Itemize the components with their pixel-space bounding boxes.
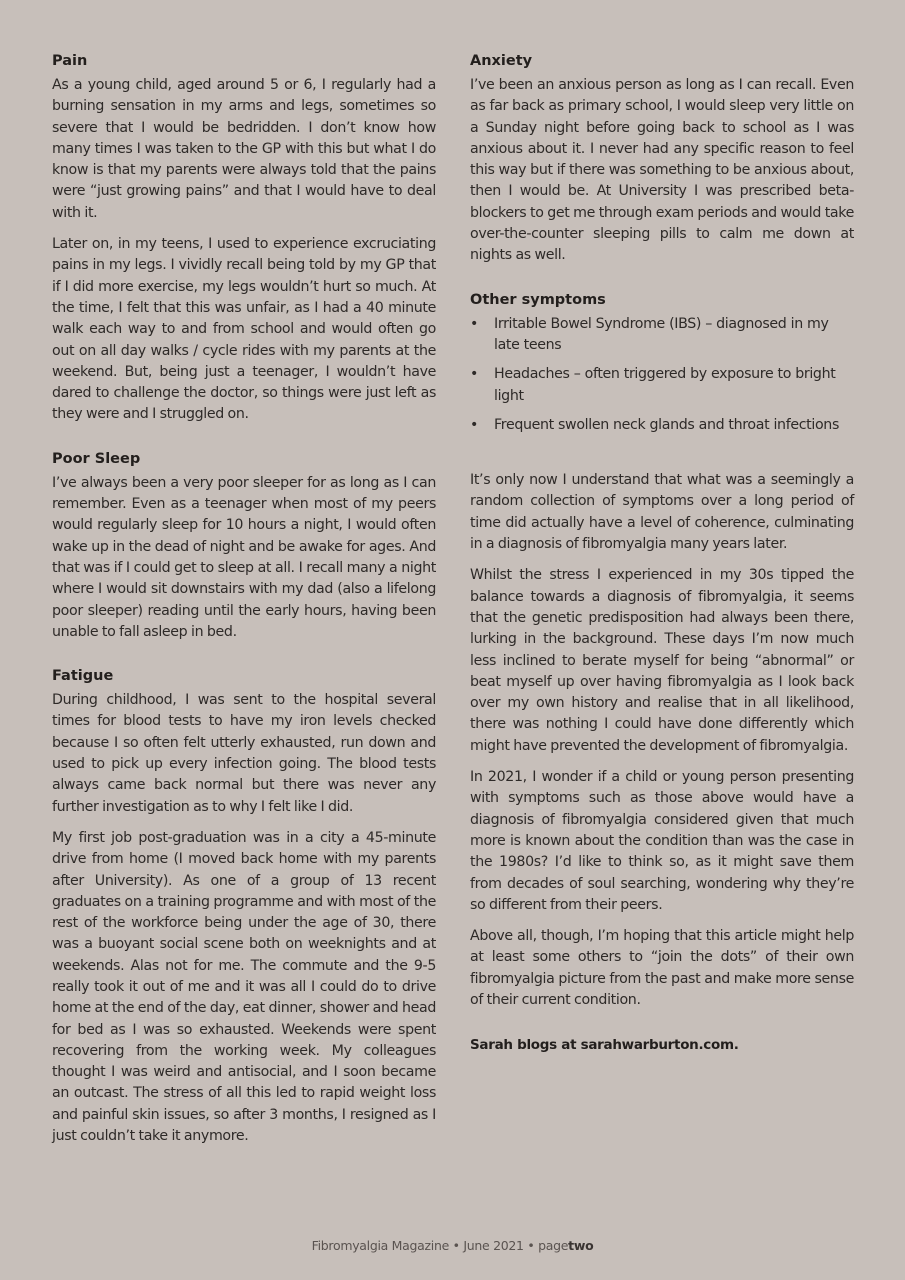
- paragraph: In 2021, I wonder if a child or young person presenting with symptoms such as those above would have a diagnosis of fibromyalgia considered given that much more is known about the condition than was the case in the 1980s? I’d like to think so, as it might save them from decades of soul searching, wondering why they’re so different from their peers.: [470, 769, 854, 913]
- list-item: [470, 415, 854, 436]
- bullet-icon: •: [470, 416, 479, 433]
- publication-name: Fibromyalgia Magazine: [311, 1238, 449, 1253]
- page-footer: [0, 1238, 905, 1253]
- paragraph: As a young child, aged around 5 or 6, I regularly had a burning sensation in my arms and legs, sometimes so severe that I would be bedridden. I don’t know how many times I was taken to the GP with this but what I do know is that my parents were always told that the pains were “just growing pains” and that I would have to deal with it.: [52, 77, 436, 221]
- paragraph: It’s only now I understand that what was a seemingly a random collection of symptoms over a long period of time did actually have a level of coherence, culminating in a diagnosis of fibromyalgia many years later.: [470, 472, 854, 553]
- list-item: [470, 314, 854, 357]
- separator: •: [523, 1238, 539, 1253]
- paragraph: My first job post-graduation was in a city a 45-minute drive from home (I moved back home with my parents after University). As one of a group of 13 recent graduates on a training programme and with most of the rest of the workforce being under the age of 30, there was a buoyant social scene both on weeknights and at weekends. Alas not for me. The commute and the 9-5 really took it out of me and it was all I could do to drive home at the end of the day, eat dinner, shower and head for bed as I was so exhausted. Weekends were spent recovering from the working week. My colleagues thought I was weird and antisocial, and I soon became an outcast. The stress of all this led to rapid weight loss and painful skin issues, so after 3 months, I resigned as I just couldn’t take it anymore.: [52, 829, 436, 1145]
- section-heading: Poor Sleep: [52, 450, 141, 467]
- section-heading: Other symptoms: [470, 291, 606, 308]
- separator: •: [448, 1238, 464, 1253]
- bullet-icon: •: [470, 366, 479, 383]
- section-heading: Fatigue: [52, 668, 114, 685]
- left-column: [52, 50, 436, 1159]
- list-item: [470, 364, 854, 407]
- list-item-text: Irritable Bowel Syndrome (IBS) – diagnosed in my late teens: [494, 315, 829, 353]
- section-fatigue: [52, 665, 436, 1147]
- paragraph: Whilst the stress I experienced in my 30s tipped the balance towards a diagnosis of fibromyalgia, it seems that the genetic predisposition had always been there, lurking in the background. These days I’m now much less inclined to berate myself for being “abnormal” or beat myself up over having fibromyalgia as I look back over my own history and realise that in all likelihood, there was nothing I could have done differently which might have prevented the development of fibromyalgia.: [470, 567, 854, 754]
- paragraph: I’ve always been a very poor sleeper for as long as I can remember. Even as a teenager when most of my peers would regularly sleep for 10 hours a night, I would often wake up in the dead of night and be awake for ages. And that was if I could get to sleep at all. I recall many a night where I would sit downstairs with my dad (also a lifelong poor sleeper) reading until the early hours, having been unable to fall asleep in bed.: [52, 474, 436, 640]
- paragraph: I’ve been an anxious person as long as I can recall. Even as far back as primary school, I would sleep very little on a Sunday night before going back to school as I was anxious about it. I never had any specific reason to feel this way but if there was something to be anxious about, then I would be. At University I was prescribed beta-blockers to get me through exam periods and would take over-the-counter sleeping pills to calm me down at nights as well.: [470, 77, 854, 264]
- bullet-icon: •: [470, 315, 479, 332]
- section-anxiety: [470, 50, 854, 267]
- section-heading: Pain: [52, 53, 88, 69]
- author-signoff: Sarah blogs at sarahwarburton.com.: [470, 1037, 739, 1054]
- list-item-text: Frequent swollen neck glands and throat infections: [494, 416, 839, 433]
- section-other-symptoms: [470, 289, 854, 436]
- paragraph: Above all, though, I’m hoping that this article might help at least some others to “join the dots” of their own fibromyalgia picture from the past and make more sense of their current condition.: [470, 928, 854, 1008]
- page-number: two: [568, 1238, 594, 1253]
- section-pain: [52, 50, 436, 426]
- issue-date: June 2021: [463, 1238, 524, 1253]
- section-heading: Anxiety: [470, 53, 533, 69]
- conclusion: [470, 470, 854, 1011]
- paragraph: Later on, in my teens, I used to experience excruciating pains in my legs. I vividly recall being told by my GP that if I did more exercise, my legs wouldn’t hurt so much. At the time, I felt that this was unfair, as I had a 40 minute walk each way to and from school and would often go out on all day walks / cycle rides with my parents at the weekend. But, being just a teenager, I wouldn’t have dared to challenge the doctor, so things were just left as they were and I struggled on.: [52, 236, 436, 423]
- list-item-text: Headaches – often triggered by exposure to bright light: [494, 366, 836, 404]
- paragraph: During childhood, I was sent to the hospital several times for blood tests to have my iron levels checked because I so often felt utterly exhausted, run down and used to pick up every infection going. The blood tests always came back normal but there was never any further investigation as to why I felt like I did.: [52, 692, 436, 815]
- right-column: [470, 50, 854, 1053]
- symptom-list: [470, 314, 854, 436]
- page-label: page: [538, 1238, 569, 1253]
- section-poor-sleep: [52, 448, 436, 643]
